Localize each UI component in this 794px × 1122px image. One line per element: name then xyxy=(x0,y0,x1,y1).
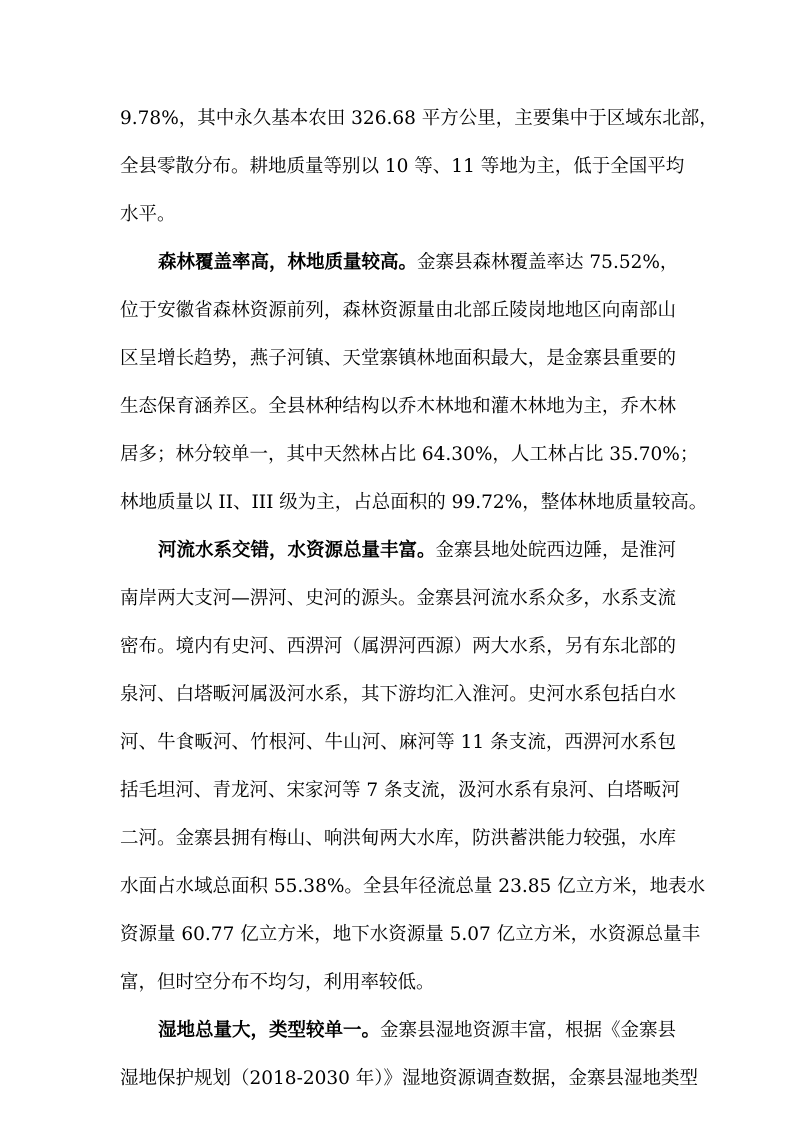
text-line: 富，但时空分布不均匀，利用率较低。 xyxy=(120,972,435,993)
text-span: 金寨县森林覆盖率达 75.52%， xyxy=(417,252,679,273)
text-line: 资源量 60.77 亿立方米，地下水资源量 5.07 亿立方米，水资源总量丰 xyxy=(120,924,701,945)
paragraph-heading: 河流水系交错，水资源总量丰富。 xyxy=(158,540,436,561)
text-line: 水面占水域总面积 55.38%。全县年径流总量 23.85 亿立方米，地表水 xyxy=(120,876,706,897)
text-line: 9.78%，其中永久基本农田 326.68 平方公里，主要集中于区域东北部， xyxy=(120,108,718,129)
text-line xyxy=(158,251,679,275)
text-line: 区呈增长趋势，燕子河镇、天堂寨镇林地面积最大，是金寨县重要的 xyxy=(120,348,676,369)
text-line: 泉河、白塔畈河属汲河水系，其下游均汇入淮河。史河水系包括白水 xyxy=(120,684,676,705)
text-line: 南岸两大支河—淠河、史河的源头。金寨县河流水系众多，水系支流 xyxy=(120,588,676,609)
text-line: 湿地保护规划（2018-2030 年）》湿地资源调查数据，金寨县湿地类型 xyxy=(120,1068,699,1089)
text-line: 水平。 xyxy=(120,204,176,225)
text-line: 居多；林分较单一，其中天然林占比 64.30%，人工林占比 35.70%； xyxy=(120,444,699,465)
text-line: 位于安徽省森林资源前列，森林资源量由北部丘陵岗地地区向南部山 xyxy=(120,300,676,321)
text-line: 密布。境内有史河、西淠河（属淠河西源）两大水系，另有东北部的 xyxy=(120,636,676,657)
text-line xyxy=(158,1019,676,1043)
text-line: 括毛坦河、青龙河、宋家河等 7 条支流，汲河水系有泉河、白塔畈河 xyxy=(120,780,681,801)
text-span: 金寨县湿地资源丰富，根据《金寨县 xyxy=(380,1020,677,1041)
text-line: 林地质量以 II、III 级为主，占总面积的 99.72%，整体林地质量较高。 xyxy=(120,492,708,513)
paragraph-heading: 森林覆盖率高，林地质量较高。 xyxy=(158,252,418,273)
text-span: 金寨县地处皖西边陲，是淮河 xyxy=(435,540,677,561)
text-line xyxy=(158,539,676,563)
text-line: 二河。金寨县拥有梅山、响洪甸两大水库，防洪蓄洪能力较强，水库 xyxy=(120,828,676,849)
text-line: 全县零散分布。耕地质量等别以 10 等、11 等地为主，低于全国平均 xyxy=(120,156,685,177)
paragraph-heading: 湿地总量大，类型较单一。 xyxy=(158,1020,381,1041)
text-line: 生态保育涵养区。全县林种结构以乔木林地和灌木林地为主，乔木林 xyxy=(120,396,676,417)
text-line: 河、牛食畈河、竹根河、牛山河、麻河等 11 条支流，西淠河水系包 xyxy=(120,732,676,753)
